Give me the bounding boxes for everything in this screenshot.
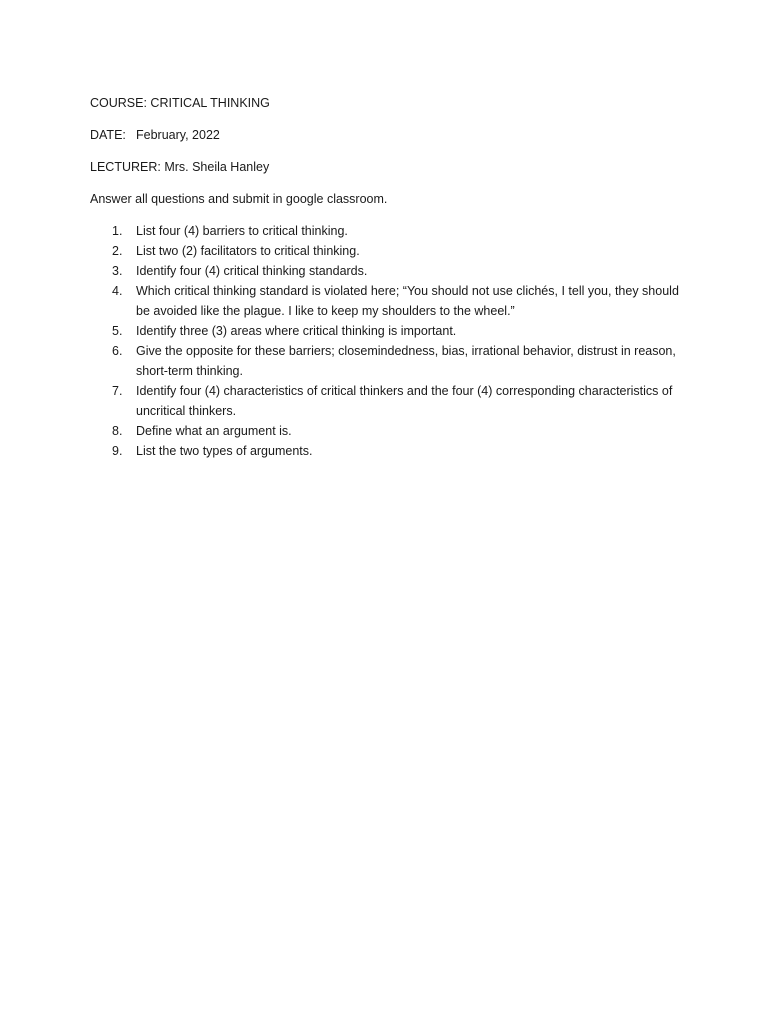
question-number: 6. [112, 344, 123, 358]
question-item [90, 441, 690, 461]
question-number: 7. [112, 384, 123, 398]
question-item [90, 221, 690, 241]
document-content [90, 93, 690, 461]
question-text: Identify three (3) areas where critical thinking is important. [136, 324, 457, 338]
question-number: 1. [112, 224, 123, 238]
question-item [90, 381, 690, 421]
question-item [90, 341, 690, 381]
question-number: 2. [112, 244, 123, 258]
instruction-text: Answer all questions and submit in google classroom. [90, 192, 388, 206]
question-number: 8. [112, 424, 123, 438]
date-value: February, 2022 [136, 128, 220, 142]
course-line [90, 93, 690, 113]
course-text: COURSE: CRITICAL THINKING [90, 96, 270, 110]
question-item [90, 241, 690, 261]
question-number: 9. [112, 444, 123, 458]
question-text: Define what an argument is. [136, 424, 292, 438]
question-number: 4. [112, 284, 123, 298]
question-number: 3. [112, 264, 123, 278]
question-text: Identify four (4) characteristics of critical thinkers and the four (4) corresponding characteristics of uncritical thinkers. [136, 384, 673, 418]
lecturer-line [90, 157, 690, 177]
question-text: Give the opposite for these barriers; closemindedness, bias, irrational behavior, distrust in reason, short-term thinking. [136, 344, 676, 378]
date-line [90, 125, 690, 145]
question-text: List two (2) facilitators to critical thinking. [136, 244, 360, 258]
lecturer-text: LECTURER: Mrs. Sheila Hanley [90, 160, 270, 174]
question-text: Which critical thinking standard is violated here; “You should not use clichés, I tell you, they should be avoided like the plague. I like to keep my shoulders to the wheel.” [136, 284, 679, 318]
question-text: List the two types of arguments. [136, 444, 313, 458]
question-item [90, 261, 690, 281]
question-item [90, 421, 690, 441]
question-item [90, 281, 690, 321]
question-item [90, 321, 690, 341]
question-number: 5. [112, 324, 123, 338]
question-text: Identify four (4) critical thinking standards. [136, 264, 368, 278]
date-label: DATE: [90, 128, 126, 142]
question-list [90, 221, 690, 461]
question-text: List four (4) barriers to critical thinking. [136, 224, 348, 238]
